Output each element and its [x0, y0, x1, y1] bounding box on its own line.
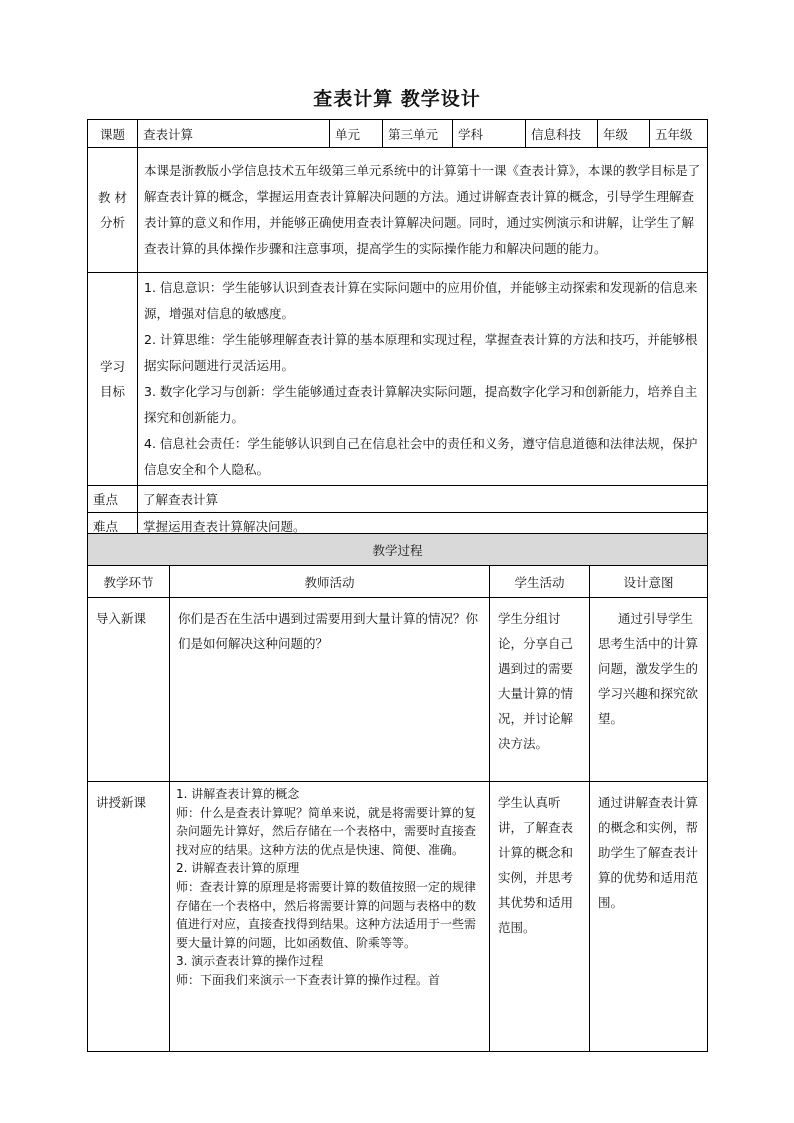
objectives-list [138, 273, 708, 486]
design-intent: 通过讲解查表计算的概念和实例，帮助学生了解查表计算的优势和适用范围。 [590, 782, 708, 1052]
header-student: 学生活动 [490, 566, 590, 598]
grade-label: 年级 [598, 120, 650, 148]
info-row [88, 120, 708, 148]
objectives-row [88, 273, 708, 486]
teacher-activity [170, 782, 490, 1052]
subject-value: 信息科技 [526, 120, 598, 148]
stage-cell: 讲授新课 [88, 782, 170, 1052]
teacher-activity: 你们是否在生活中遇到过需要用到大量计算的情况？你们是如何解决这种问题的？ [170, 598, 490, 782]
process-row-new [88, 782, 708, 1052]
key-point-row [88, 486, 708, 513]
lesson-value: 查表计算 [138, 120, 330, 148]
grade-value: 五年级 [650, 120, 708, 148]
unit-value: 第三单元 [383, 120, 453, 148]
page-title: 查表计算 教学设计 [313, 88, 481, 110]
subject-label: 学科 [453, 120, 526, 148]
teacher-line: 2. 讲解查表计算的原理 [176, 861, 300, 876]
design-intent: 通过引导学生思考生活中的计算问题，激发学生的学习兴趣和探究欲望。 [590, 598, 708, 782]
teacher-line: 师：查表计算的原理是将需要计算的数值按照一定的规律存储在一个表格中，然后将需要计算的问题与表格中的数值进行对应，直接查找得到结果。这种方法适用于一些需要大量计算的问题，比如函数值、阶乘等等。 [176, 879, 477, 950]
objective-item: 3. 数字化学习与创新：学生能够通过查表计算解决实际问题，提高数字化学习和创新能力，培养自主探究和创新能力。 [144, 384, 698, 425]
student-activity: 学生认真听讲，了解查表计算的概念和实例，并思考其优势和适用范围。 [490, 782, 590, 1052]
teaching-process-table [87, 533, 708, 1052]
difficulty-text: 掌握运用查表计算解决问题。 [138, 513, 708, 540]
key-point-label: 重点 [88, 486, 138, 513]
process-header-row [88, 566, 708, 598]
objective-item: 1. 信息意识：学生能够认识到查表计算在实际问题中的应用价值，并能够主动探索和发现新的信息来源，增强对信息的敏感度。 [144, 280, 698, 321]
key-point-text: 了解查表计算 [138, 486, 708, 513]
difficulty-label: 难点 [88, 513, 138, 540]
teacher-line: 1. 讲解查表计算的概念 [176, 787, 300, 801]
header-intent: 设计意图 [590, 566, 708, 598]
stage-cell: 导入新课 [88, 598, 170, 782]
unit-label: 单元 [330, 120, 383, 148]
process-title: 教学过程 [88, 534, 708, 566]
header-stage: 教学环节 [88, 566, 170, 598]
student-activity: 学生分组讨论，分享自己遇到过的需要大量计算的情况，并讨论解决方法。 [490, 598, 590, 782]
teacher-line: 师：什么是查表计算呢？简单来说，就是将需要计算的复杂问题先计算好，然后存储在一个表格中，需要时直接查找对应的结果。这种方法的优点是快速、简便、准确。 [176, 805, 477, 857]
analysis-label [88, 148, 138, 273]
objectives-label [88, 273, 138, 486]
objective-item: 2. 计算思维：学生能够理解查表计算的基本原理和实现过程，掌握查表计算的方法和技巧，并能够根据实际问题进行灵活运用。 [144, 332, 698, 373]
analysis-label-line2: 分析 [99, 215, 125, 230]
teacher-line: 3. 演示查表计算的操作过程 [176, 954, 324, 969]
lesson-info-table [87, 119, 708, 540]
objectives-label-line2: 目标 [99, 384, 125, 399]
analysis-label-line1: 教 材 [98, 190, 127, 205]
objectives-label-line1: 学习 [99, 359, 125, 374]
header-teacher: 教师活动 [170, 566, 490, 598]
process-row-intro [88, 598, 708, 782]
teacher-line: 师：下面我们来演示一下查表计算的操作过程。首 [176, 972, 441, 987]
analysis-row [88, 148, 708, 273]
lesson-label: 课题 [88, 120, 138, 148]
objective-item: 4. 信息社会责任：学生能够认识到自己在信息社会中的责任和义务，遵守信息道德和法律法规，保护信息安全和个人隐私。 [144, 436, 698, 477]
process-title-row [88, 534, 708, 566]
analysis-text: 本课是浙教版小学信息技术五年级第三单元系统中的计算第十一课《查表计算》，本课的教学目标是了解查表计算的概念，掌握运用查表计算解决问题的方法。通过讲解查表计算的概念，引导学生理解查表计算的意义和作用，并能够正确使用查表计算解决问题。同时，通过实例演示和讲解，让学生了解查表计算的具体操作步骤和注意事项，提高学生的实际操作能力和解决问题的能力。 [138, 148, 708, 273]
